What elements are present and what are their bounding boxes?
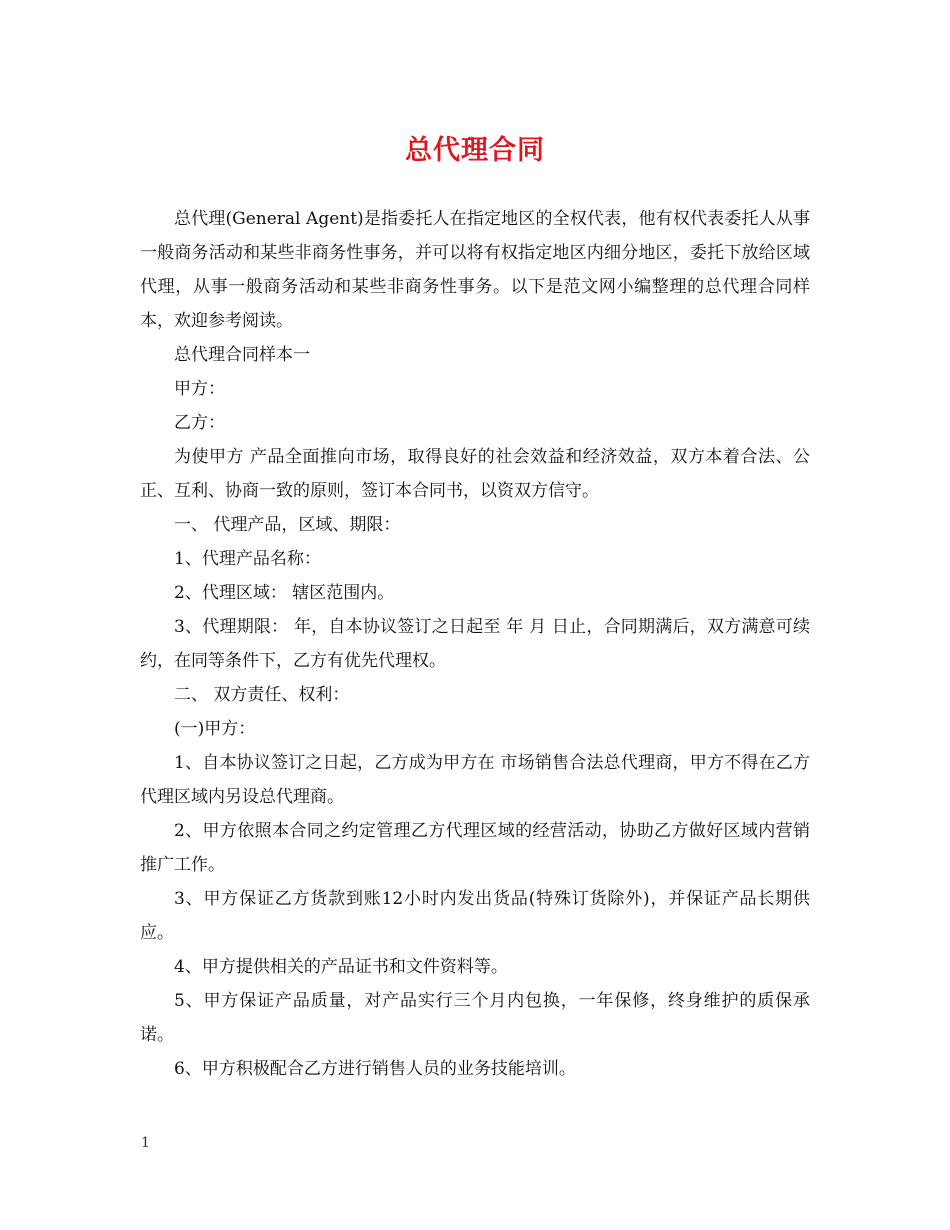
party-a-clause-2: 2、甲方依照本合同之约定管理乙方代理区域的经营活动，协助乙方做好区域内营销推广工作。	[140, 821, 810, 875]
party-a-clause-4: 4、甲方提供相关的产品证书和文件资料等。	[174, 957, 508, 977]
party-a-clause-1: 1、自本协议签订之日起，乙方成为甲方在 市场销售合法总代理商，甲方不得在乙方代理区域内另设总代理商。	[140, 753, 810, 807]
clause-product-name: 1、代理产品名称：	[174, 549, 321, 569]
intro-paragraph: 总代理(General Agent)是指委托人在指定地区的全权代表，他有权代表委托人从事一般商务活动和某些非商务性事务，并可以将有权指定地区内细分地区，委托下放给区域代理，从事一般商务活动和某些非商务性事务。以下是范文网小编整理的总代理合同样本，欢迎参考阅读。	[140, 209, 810, 331]
clause-region: 2、代理区域： 辖区范围内。	[174, 583, 395, 603]
party-b-line: 乙方：	[174, 413, 225, 433]
clause-term: 3、代理期限： 年，自本协议签订之日起至 年 月 日止，合同期满后，双方满意可续约，在同等条件下，乙方有优先代理权。	[140, 617, 810, 671]
section-two-heading: 二、 双方责任、权利：	[174, 685, 350, 705]
document-body	[140, 202, 810, 1086]
party-a-line: 甲方：	[174, 379, 225, 399]
party-a-clause-5: 5、甲方保证产品质量，对产品实行三个月内包换，一年保修，终身维护的质保承诺。	[140, 991, 810, 1045]
sample-heading: 总代理合同样本一	[174, 345, 310, 365]
document-title: 总代理合同	[405, 135, 545, 166]
section-one-heading: 一、 代理产品，区域、期限：	[174, 515, 401, 535]
party-a-subheading: (一)甲方：	[174, 719, 256, 739]
party-a-clause-3: 3、甲方保证乙方货款到账12小时内发出货品(特殊订货除外)，并保证产品长期供应。	[140, 889, 810, 943]
party-a-clause-6: 6、甲方积极配合乙方进行销售人员的业务技能培训。	[174, 1059, 576, 1079]
purpose-paragraph: 为使甲方 产品全面推向市场，取得良好的社会效益和经济效益，双方本着合法、公正、互利、协商一致的原则，签订本合同书，以资双方信守。	[140, 447, 810, 501]
page-number: 1	[141, 1135, 150, 1151]
